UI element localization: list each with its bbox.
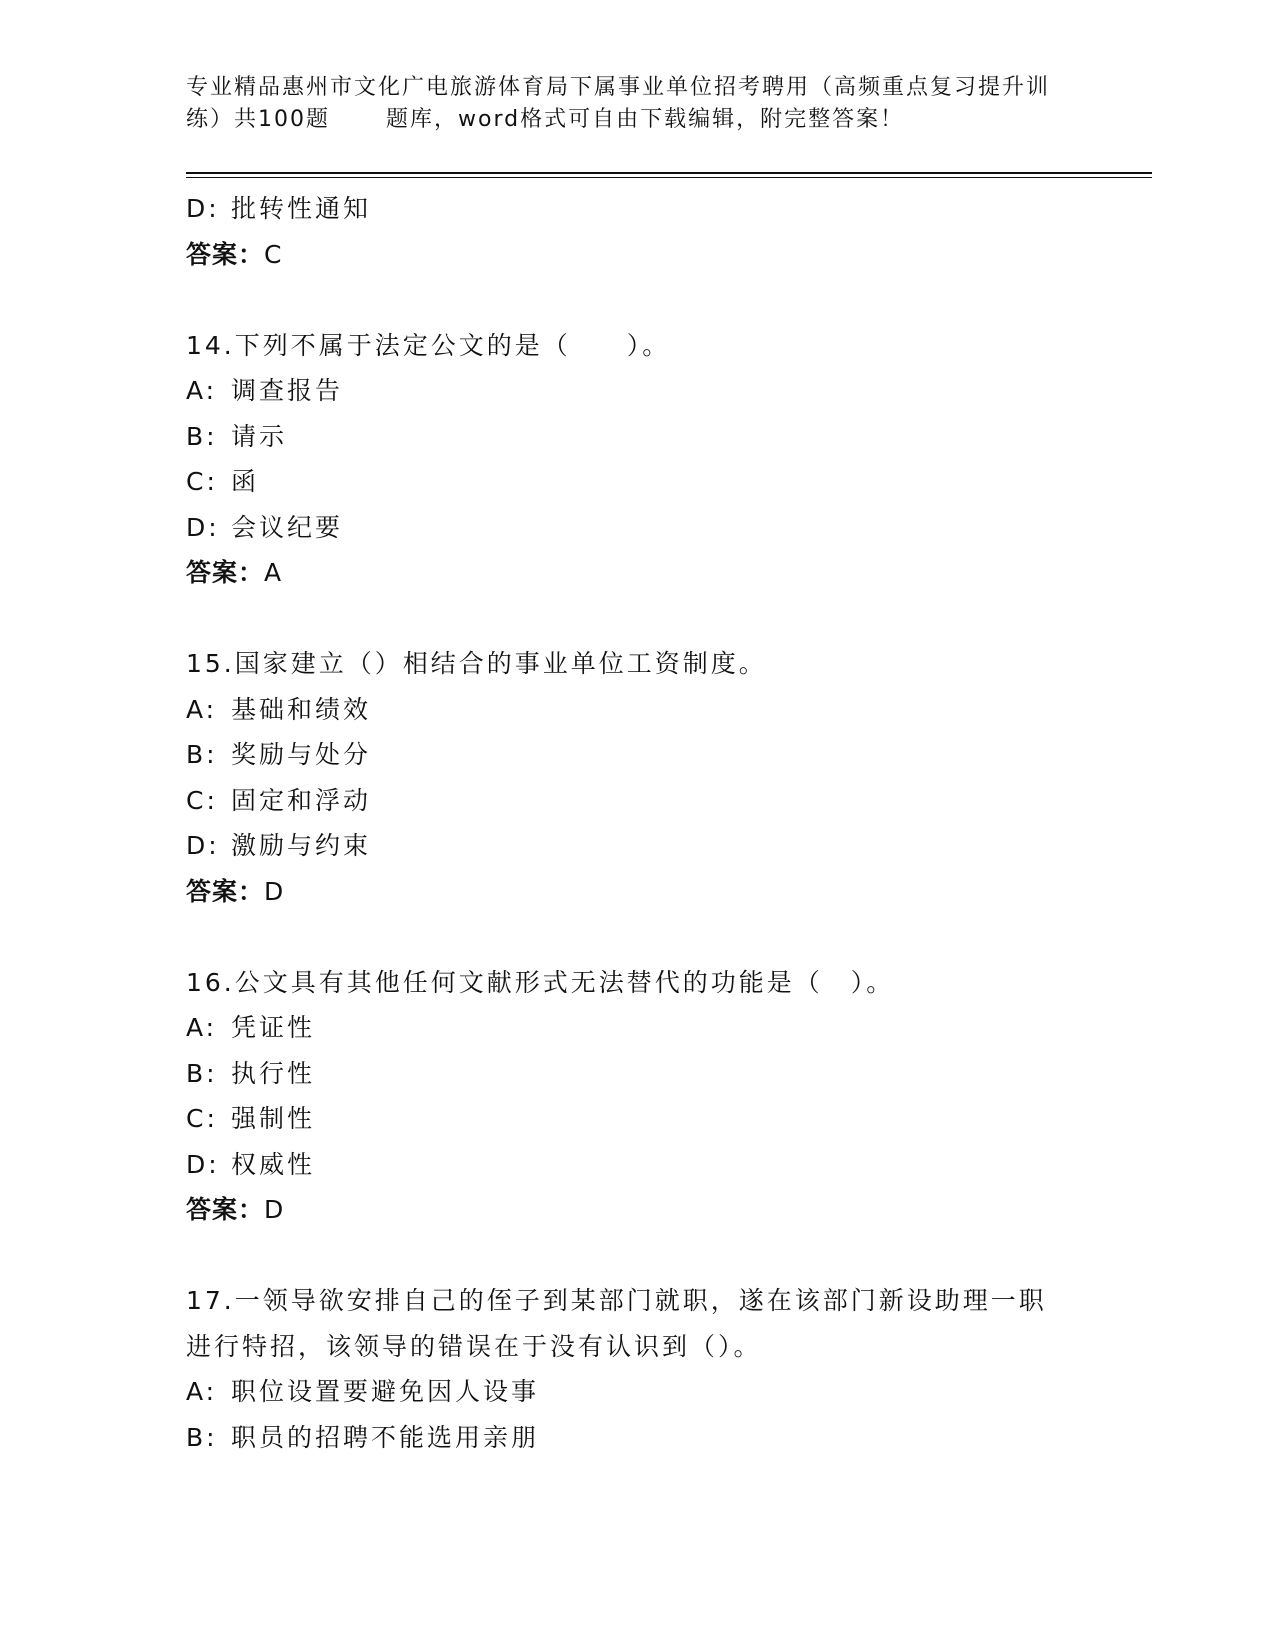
option-letter: D: [186,1149,220,1179]
option-text: 执行性 [231,1058,316,1088]
answer-value: A [264,558,283,587]
option-letter: B: [186,740,218,769]
option-letter: C: [186,467,218,496]
header-title-line2 [186,104,1086,136]
option-text: 基础和绩效 [231,694,372,724]
q16-option-d [186,1142,1146,1188]
header-divider [186,172,1152,178]
q14-option-c [186,459,1146,505]
header-title-count: 练）共100题 [186,107,330,132]
option-text: 函 [231,467,260,496]
q15-option-c [186,778,1146,824]
answer-value: D [264,1195,285,1224]
option-letter: D: [186,512,220,542]
option-text: 批转性通知 [231,194,372,223]
q16-stem: 16.公文具有其他任何文献形式无法替代的功能是（ ）。 [186,967,895,997]
q14-option-d [186,505,1146,551]
answer-label: 答案： [186,239,265,269]
q14-stem: 14.下列不属于法定公文的是（ ）。 [186,330,671,360]
q14-answer [186,550,1146,596]
q15-answer [186,869,1146,915]
q15-stem: 15.国家建立（）相结合的事业单位工资制度。 [186,649,767,678]
header-title-desc: 题库，word格式可自由下载编辑，附完整答案！ [386,107,905,132]
option-letter: B: [186,421,218,451]
option-text: 调查报告 [231,376,344,405]
option-letter: D: [186,194,220,223]
q15-option-a [186,687,1146,733]
prev-option-d [186,186,1146,232]
option-text: 会议纪要 [231,512,344,542]
option-letter: C: [186,1104,218,1133]
option-text: 固定和浮动 [231,785,372,815]
header-title-line1: 专业精品惠州市文化广电旅游体育局下属事业单位招考聘用（高频重点复习提升训 [186,75,1051,100]
q14-option-b [186,414,1146,460]
option-letter: A: [186,1013,218,1042]
option-text: 凭证性 [231,1013,316,1042]
option-text: 权威性 [231,1149,316,1179]
q16-option-c [186,1096,1146,1142]
document-page [186,72,1146,1460]
q17-option-a [186,1369,1146,1415]
q15-option-d [186,823,1146,869]
q15-option-b [186,732,1146,778]
option-letter: B: [186,1422,218,1452]
answer-label: 答案： [186,1195,265,1224]
prev-answer [186,232,1146,278]
question-list [186,186,1146,1460]
q16-option-a [186,1005,1146,1051]
option-text: 请示 [231,421,288,451]
option-letter: C: [186,785,218,815]
q17-stem-line1: 17.一领导欲安排自己的侄子到某部门就职，遂在该部门新设助理一职 [186,1286,1047,1315]
q16-answer [186,1187,1146,1233]
q17-option-b [186,1415,1146,1461]
answer-value: C [264,239,283,269]
page-header [186,72,1086,136]
option-letter: B: [186,1058,218,1088]
option-text: 奖励与处分 [231,740,372,769]
option-letter: A: [186,694,218,724]
answer-label: 答案： [186,876,265,906]
option-letter: A: [186,376,218,405]
q17-stem-line2: 进行特招，该领导的错误在于没有认识到（）。 [186,1331,762,1361]
option-text: 职员的招聘不能选用亲朋 [231,1422,540,1452]
q14-option-a [186,368,1146,414]
option-text: 强制性 [231,1104,316,1133]
answer-value: D [264,876,285,906]
answer-label: 答案： [186,558,265,587]
option-text: 职位设置要避免因人设事 [231,1377,540,1406]
option-letter: A: [186,1377,218,1406]
option-text: 激励与约束 [231,831,372,860]
option-letter: D: [186,831,220,860]
q16-option-b [186,1051,1146,1097]
